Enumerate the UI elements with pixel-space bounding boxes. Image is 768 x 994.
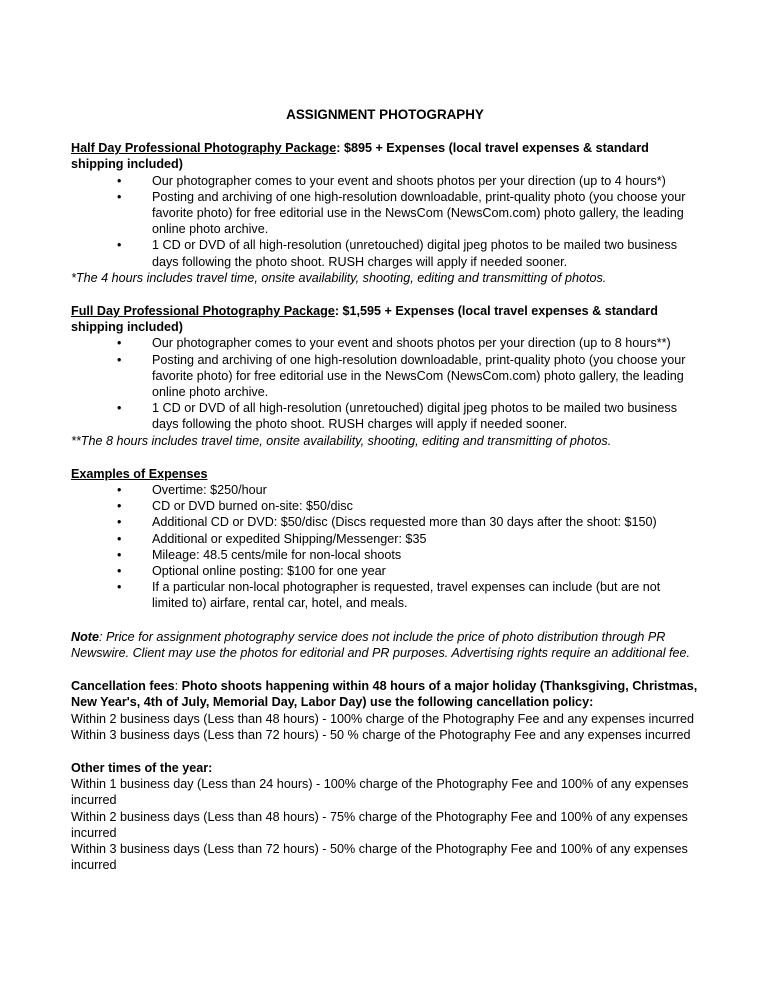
bullet-icon: •: [117, 238, 122, 253]
cancellation-heading: Cancellation fees: Photo shoots happening within 48 hours of a major holiday (Thanksgiving, Christmas, New Year's, 4th of July, Memorial Day, Labor Day) use the following cancellation policy:: [71, 679, 698, 710]
cancellation-label: Cancellation fees: [71, 679, 175, 694]
list-item: • Our photographer comes to your event and shoots photos per your direction (up to 4 hours*): [117, 173, 666, 188]
full-day-price: : $1,595 + Expenses (local travel expenses & standard shipping included): [71, 304, 658, 335]
list-item: • Additional CD or DVD: $50/disc (Discs requested more than 30 days after the shoot: $150): [117, 515, 657, 530]
list-item: • Overtime: $250/hour: [117, 483, 267, 498]
bullet-icon: •: [117, 531, 122, 546]
bullet-icon: •: [117, 564, 122, 579]
full-day-package: [71, 303, 699, 449]
cancellation-section: [71, 678, 699, 743]
note-text: : Price for assignment photography service does not include the price of photo distribution through PR Newswire. Client may use the photos for editorial and PR purposes. Advertising rights require an additional fee.: [71, 629, 691, 660]
list-item: • Our photographer comes to your event and shoots photos per your direction (up to 8 hours**): [117, 336, 671, 351]
list-item: • Posting and archiving of one high-resolution downloadable, print-quality photo (you choose your favorite photo) for free editorial use in the NewsCom (NewsCom.com) photo gallery, the leading online photo archive.: [117, 189, 686, 237]
document-body: [71, 107, 699, 890]
other-times-section: [71, 760, 699, 873]
expenses-list: [71, 482, 699, 612]
note-section: [71, 629, 699, 661]
other-times-heading: Other times of the year:: [71, 760, 213, 775]
full-day-footnote: **The 8 hours includes travel time, onsite availability, shooting, editing and transmitting of photos.: [71, 433, 612, 448]
half-day-price: : $895 + Expenses (local travel expenses & standard shipping included): [71, 141, 649, 172]
page-title: ASSIGNMENT PHOTOGRAPHY: [286, 107, 484, 122]
bullet-icon: •: [117, 515, 122, 530]
half-day-package: [71, 140, 699, 286]
list-item: • Optional online posting: $100 for one year: [117, 564, 386, 579]
cancellation-line: Within 3 business days (Less than 72 hours) - 50 % charge of the Photography Fee and any expenses incurred: [71, 727, 691, 742]
bullet-icon: •: [117, 189, 122, 204]
bullet-icon: •: [117, 336, 122, 351]
list-item: • Posting and archiving of one high-resolution downloadable, print-quality photo (you choose your favorite photo) for free editorial use in the NewsCom (NewsCom.com) photo gallery, the leading online photo archive.: [117, 352, 686, 400]
cancellation-line: Within 2 business days (Less than 48 hours) - 100% charge of the Photography Fee and any expenses incurred: [71, 711, 695, 726]
list-item: • Additional or expedited Shipping/Messenger: $35: [117, 531, 427, 546]
list-item: • Mileage: 48.5 cents/mile for non-local shoots: [117, 547, 402, 562]
full-day-name: Full Day Professional Photography Package: [71, 304, 335, 319]
other-times-line: Within 2 business days (Less than 48 hours) - 75% charge of the Photography Fee and 100% of any expenses incurred: [71, 809, 688, 840]
half-day-name: Half Day Professional Photography Package: [71, 141, 337, 156]
expenses-section: [71, 466, 699, 612]
other-times-line: Within 3 business days (Less than 72 hours) - 50% charge of the Photography Fee and 100% of any expenses incurred: [71, 841, 688, 873]
list-item: • 1 CD or DVD of all high-resolution (unretouched) digital jpeg photos to be mailed two business days following the photo shoot. RUSH charges will apply if needed sooner.: [117, 238, 678, 269]
bullet-icon: •: [117, 580, 122, 595]
half-day-footnote: *The 4 hours includes travel time, onsite availability, shooting, editing and transmitting of photos.: [71, 270, 607, 285]
bullet-icon: •: [117, 401, 122, 416]
bullet-icon: •: [117, 483, 122, 498]
bullet-icon: •: [117, 352, 122, 367]
list-item: • If a particular non-local photographer is requested, travel expenses can include (but are not limited to) airfare, rental car, hotel, and meals.: [117, 580, 661, 611]
other-times-line: Within 1 business day (Less than 24 hours) - 100% charge of the Photography Fee and 100% of any expenses incurred: [71, 777, 689, 808]
full-day-bullets: [71, 335, 699, 432]
cancellation-policy: Photo shoots happening within 48 hours of a major holiday (Thanksgiving, Christmas, New Year's, 4th of July, Memorial Day, Labor Day) use the following cancellation policy:: [71, 679, 698, 710]
bullet-icon: •: [117, 499, 122, 514]
note-paragraph: [71, 629, 699, 661]
list-item: • CD or DVD burned on-site: $50/disc: [117, 499, 353, 514]
half-day-bullets: [71, 173, 699, 270]
list-item: • 1 CD or DVD of all high-resolution (unretouched) digital jpeg photos to be mailed two business days following the photo shoot. RUSH charges will apply if needed sooner.: [117, 401, 678, 432]
full-day-heading: [71, 303, 699, 335]
bullet-icon: •: [117, 173, 122, 188]
expenses-heading: Examples of Expenses: [71, 466, 208, 481]
note-label: Note: [71, 629, 99, 644]
bullet-icon: •: [117, 547, 122, 562]
half-day-heading: [71, 140, 699, 172]
